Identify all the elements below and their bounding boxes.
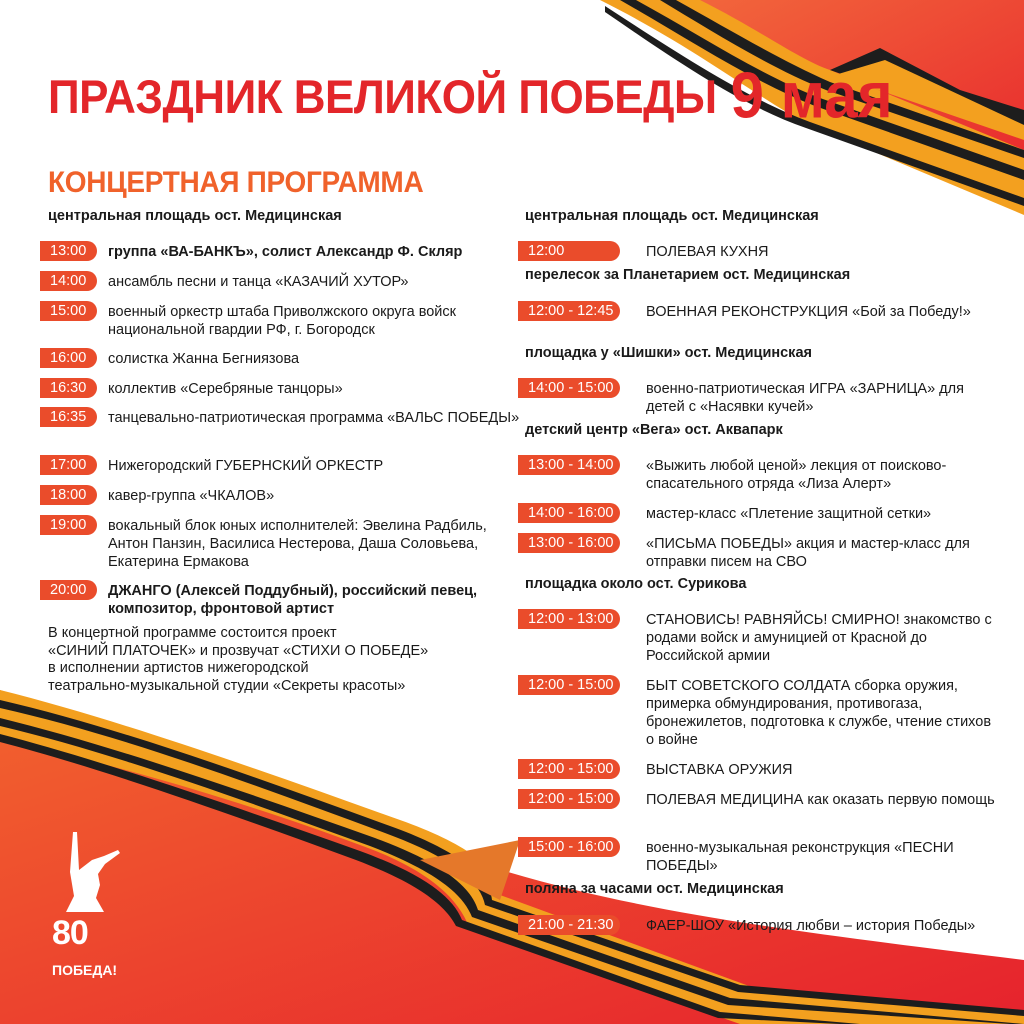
time-badge: 12:00 - 12:45 xyxy=(518,301,620,321)
event-description: ДЖАНГО (Алексей Поддубный), российский певец, композитор, фронтовой артист xyxy=(108,583,478,617)
event-description: БЫТ СОВЕТСКОГО СОЛДАТА сборка оружия, примерка обмундирования, противогаза, бронежилетов, подготовка к службе, чтение стихов о войне xyxy=(646,678,992,748)
event-description: ФАЕР-ШОУ «История любви – история Победы» xyxy=(646,918,976,934)
time-badge: 17:00 xyxy=(40,455,97,475)
time-badge: 12:00 xyxy=(518,241,620,261)
time-badge: 16:35 xyxy=(40,407,97,427)
venue-heading: площадка около ост. Сурикова xyxy=(525,576,747,592)
venue-heading: центральная площадь ост. Медицинская xyxy=(48,208,342,224)
venue-heading: детский центр «Вега» ост. Аквапарк xyxy=(525,422,783,438)
event-description: ВОЕННАЯ РЕКОНСТРУКЦИЯ «Бой за Победу!» xyxy=(646,304,971,320)
venue-heading: площадка у «Шишки» ост. Медицинская xyxy=(525,345,812,361)
venue-heading: перелесок за Планетарием ост. Медицинская xyxy=(525,267,851,283)
logo-text: ПОБЕДА! xyxy=(52,962,118,978)
event-description: военно-музыкальная реконструкция «ПЕСНИ ПОБЕДЫ» xyxy=(646,840,954,874)
event-description: танцевально-патриотическая программа «ВАЛЬС ПОБЕДЫ» xyxy=(108,410,520,426)
section-subtitle: КОНЦЕРТНАЯ ПРОГРАММА xyxy=(48,166,424,199)
time-badge: 14:00 - 15:00 xyxy=(518,378,620,398)
event-description: ансамбль песни и танца «КАЗАЧИЙ ХУТОР» xyxy=(108,274,409,290)
event-description: военно-патриотическая ИГРА «ЗАРНИЦА» для детей с «Насявки кучей» xyxy=(646,381,964,415)
title-text: ПРАЗДНИК ВЕЛИКОЙ ПОБЕДЫ xyxy=(48,70,717,124)
event-description: Нижегородский ГУБЕРНСКИЙ ОРКЕСТР xyxy=(108,458,384,474)
note-line: театрально-музыкальной студии «Секреты красоты» xyxy=(48,677,406,694)
venue-heading: поляна за часами ост. Медицинская xyxy=(525,881,784,897)
event-description: ПОЛЕВАЯ МЕДИЦИНА как оказать первую помощь xyxy=(646,792,995,808)
time-badge: 18:00 xyxy=(40,485,97,505)
event-description: солистка Жанна Бегниязова xyxy=(108,351,300,367)
time-badge: 20:00 xyxy=(40,580,97,600)
time-badge: 19:00 xyxy=(40,515,97,535)
event-description: кавер-группа «ЧКАЛОВ» xyxy=(108,488,275,504)
time-badge: 21:00 - 21:30 xyxy=(518,915,620,935)
time-badge: 12:00 - 15:00 xyxy=(518,789,620,809)
time-badge: 14:00 - 16:00 xyxy=(518,503,620,523)
time-badge: 12:00 - 15:00 xyxy=(518,759,620,779)
concert-note xyxy=(48,625,488,695)
event-description: вокальный блок юных исполнителей: Эвелина Радбиль, Антон Панзин, Василиса Нестерова, Даша Соловьева, Екатерина Ермакова xyxy=(108,518,487,570)
time-badge: 16:30 xyxy=(40,378,97,398)
event-description: СТАНОВИСЬ! РАВНЯЙСЬ! СМИРНО! знакомство с родами войск и амуницией от Красной до Российской армии xyxy=(646,612,992,664)
page-title xyxy=(48,58,893,133)
event-description: коллектив «Серебряные танцоры» xyxy=(108,381,343,397)
event-description: мастер-класс «Плетение защитной сетки» xyxy=(646,506,932,522)
time-badge: 13:00 - 14:00 xyxy=(518,455,620,475)
time-badge: 12:00 - 13:00 xyxy=(518,609,620,629)
event-description: ПОЛЕВАЯ КУХНЯ xyxy=(646,244,769,260)
time-badge: 14:00 xyxy=(40,271,97,291)
note-line: в исполнении артистов нижегородской xyxy=(48,660,309,676)
note-line: В концертной программе состоится проект xyxy=(48,625,337,641)
time-badge: 15:00 xyxy=(40,301,97,321)
event-description: ВЫСТАВКА ОРУЖИЯ xyxy=(646,762,793,778)
event-description: «Выжить любой ценой» лекция от поисково-спасательного отряда «Лиза Алерт» xyxy=(646,458,947,492)
note-line: «СИНИЙ ПЛАТОЧЕК» и прозвучат «СТИХИ О ПОБЕДЕ» xyxy=(48,642,429,659)
time-badge: 16:00 xyxy=(40,348,97,368)
event-description: группа «ВА-БАНКЪ», солист Александр Ф. Скляр xyxy=(108,244,463,260)
time-badge: 15:00 - 16:00 xyxy=(518,837,620,857)
time-badge: 12:00 - 15:00 xyxy=(518,675,620,695)
time-badge: 13:00 xyxy=(40,241,97,261)
venue-heading: центральная площадь ост. Медицинская xyxy=(525,208,819,224)
time-badge: 13:00 - 16:00 xyxy=(518,533,620,553)
event-description: «ПИСЬМА ПОБЕДЫ» акция и мастер-класс для отправки писем на СВО xyxy=(646,536,970,570)
event-description: военный оркестр штаба Приволжского округа войск национальной гвардии РФ, г. Богородск xyxy=(108,304,456,338)
logo-number: 80 xyxy=(52,914,88,952)
title-date: 9 мая xyxy=(730,59,893,132)
